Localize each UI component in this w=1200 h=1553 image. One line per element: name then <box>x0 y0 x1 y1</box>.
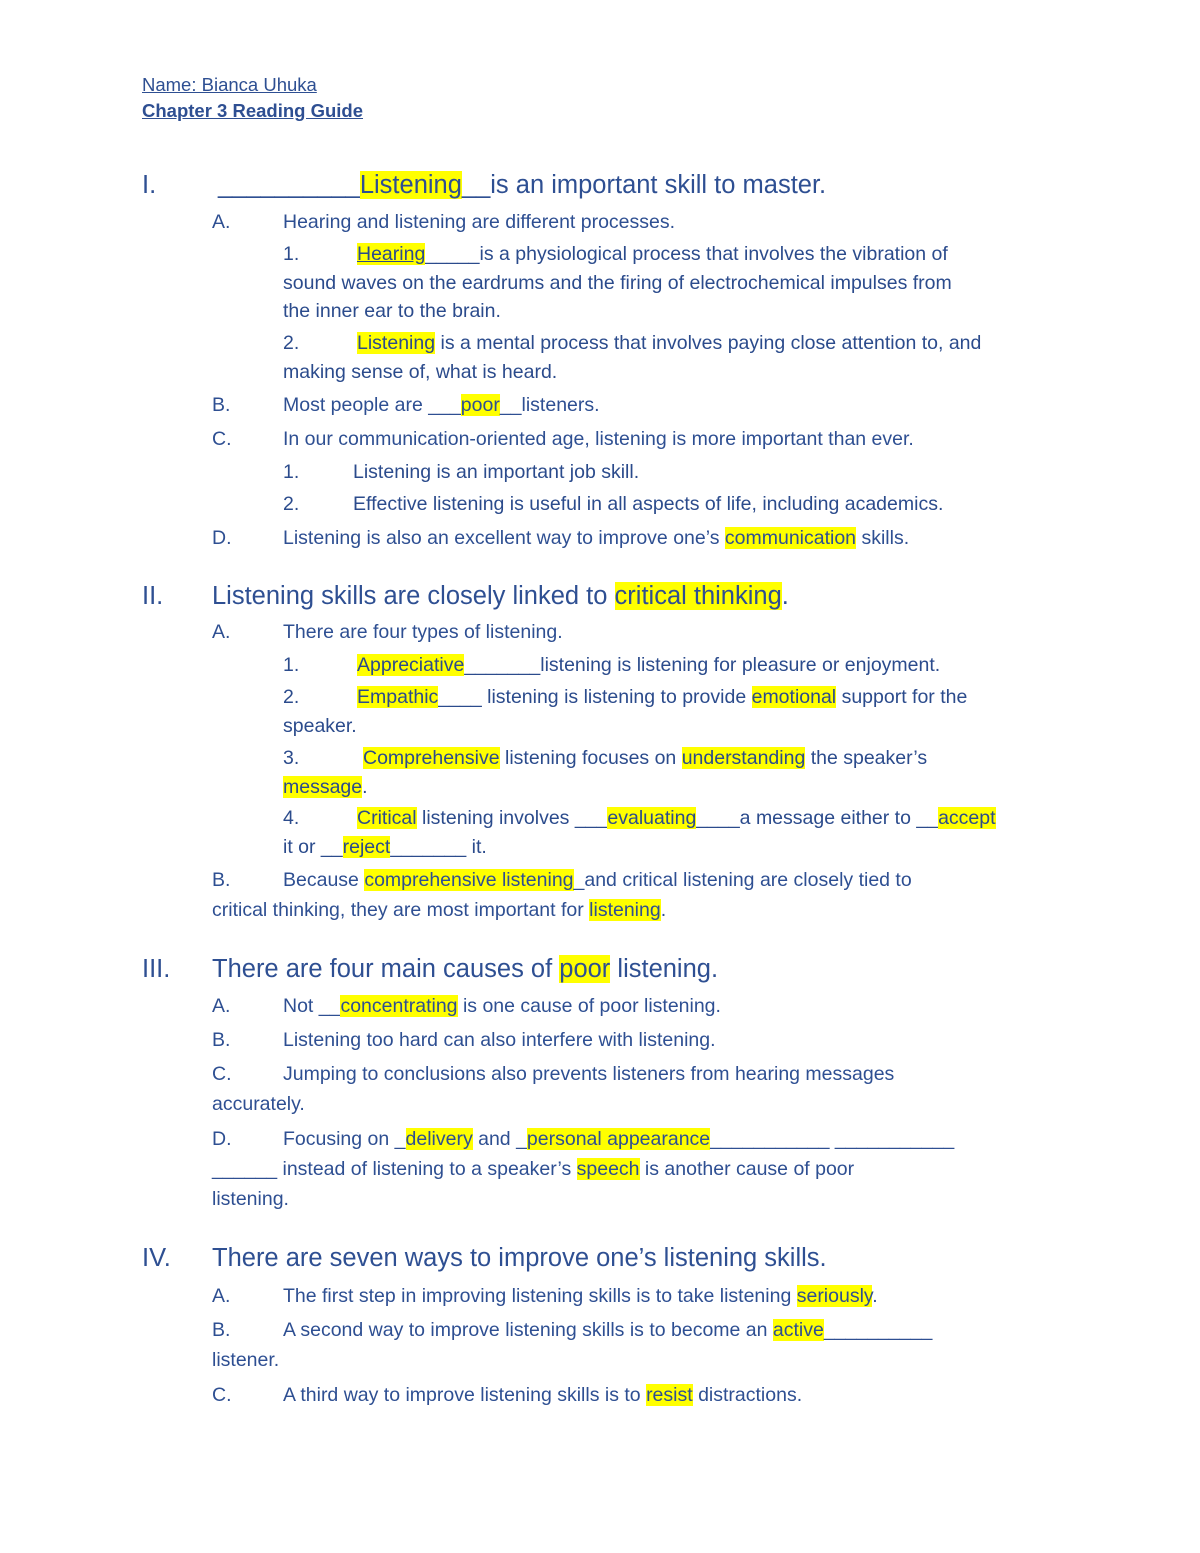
item-label: B. <box>212 394 231 416</box>
answer-fill: evaluating <box>607 807 697 829</box>
item-number: 1. <box>283 461 300 483</box>
answer-fill: seriously <box>796 1285 873 1307</box>
outline-item: Because comprehensive listening_and critical listening are closely tied to <box>283 869 912 891</box>
answer-fill: understanding <box>681 747 806 769</box>
answer-fill: comprehensive listening <box>364 869 574 891</box>
answer-fill: resist <box>646 1384 693 1406</box>
answer-fill: poor <box>559 955 611 983</box>
item-number: 4. <box>283 807 300 829</box>
item-number: 3. <box>283 747 300 769</box>
outline-item: Listening too hard can also interfere with listening. <box>283 1029 716 1051</box>
outline-subitem: Hearing_____is a physiological process that involves the vibration of <box>357 243 948 265</box>
outline-item: Not __concentrating is one cause of poor listening. <box>283 995 721 1017</box>
answer-fill: Empathic <box>357 686 439 708</box>
outline-item: In our communication-oriented age, listening is more important than ever. <box>283 428 914 450</box>
outline-item: Hearing and listening are different processes. <box>283 211 676 233</box>
outline-item: Jumping to conclusions also prevents listeners from hearing messages <box>283 1063 895 1085</box>
answer-fill: active <box>772 1319 824 1341</box>
answer-fill: Listening <box>357 332 436 354</box>
answer-fill: Listening <box>359 171 462 199</box>
outline-continuation: accurately. <box>212 1093 305 1115</box>
answer-fill: accept <box>938 807 996 829</box>
outline-item: There are four types of listening. <box>283 621 563 643</box>
outline-subitem: Appreciative_______listening is listening for pleasure or enjoyment. <box>357 654 941 676</box>
item-label: B. <box>212 1029 231 1051</box>
student-name: Name: Bianca Uhuka <box>142 74 317 95</box>
outline-continuation: sound waves on the eardrums and the firing of electrochemical impulses from <box>283 272 952 294</box>
outline-subitem: Empathic____ listening is listening to provide emotional support for the <box>357 686 968 708</box>
answer-fill: emotional <box>751 686 837 708</box>
item-label: B. <box>212 1319 231 1341</box>
item-label: D. <box>212 1128 232 1150</box>
outline-subitem: Effective listening is useful in all aspects of life, including academics. <box>353 493 944 515</box>
outline-continuation: message. <box>283 776 368 798</box>
outline-continuation: listener. <box>212 1349 280 1371</box>
document-title: Chapter 3 Reading Guide <box>142 100 364 121</box>
answer-fill: speech <box>576 1158 640 1180</box>
section-1-number: I. <box>142 171 157 199</box>
section-3-heading: There are four main causes of poor listening. <box>212 955 719 983</box>
item-number: 2. <box>283 686 300 708</box>
item-label: C. <box>212 428 232 450</box>
answer-fill: delivery <box>405 1128 473 1150</box>
outline-continuation: speaker. <box>283 715 357 737</box>
outline-subitem: Comprehensive listening focuses on understanding the speaker’s <box>363 747 928 769</box>
answer-fill: communication <box>724 527 857 549</box>
answer-fill: concentrating <box>340 995 458 1017</box>
section-3-number: III. <box>142 955 171 983</box>
item-number: 2. <box>283 332 300 354</box>
item-label: A. <box>212 621 231 643</box>
item-label: A. <box>212 211 231 233</box>
outline-item: The first step in improving listening skills is to take listening seriously. <box>283 1285 878 1307</box>
item-number: 1. <box>283 243 300 265</box>
answer-fill: Appreciative <box>357 654 465 676</box>
outline-item: Most people are ___poor__listeners. <box>283 394 600 416</box>
outline-continuation: listening. <box>212 1188 289 1210</box>
answer-fill: reject <box>342 836 391 858</box>
outline-subitem: Critical listening involves ___evaluating____a message either to __accept <box>357 807 996 829</box>
answer-fill: Comprehensive <box>363 747 500 769</box>
outline-continuation: making sense of, what is heard. <box>283 361 558 383</box>
outline-continuation: critical thinking, they are most important for listening. <box>212 899 667 921</box>
item-label: C. <box>212 1384 232 1406</box>
answer-fill: critical thinking <box>614 582 782 610</box>
section-1-heading: __________Listening__is an important skill to master. <box>218 171 827 199</box>
answer-fill: listening <box>589 899 661 921</box>
section-2-number: II. <box>142 582 164 610</box>
outline-item: Listening is also an excellent way to improve one’s communication skills. <box>283 527 910 549</box>
item-number: 1. <box>283 654 300 676</box>
outline-subitem: Listening is a mental process that involves paying close attention to, and <box>357 332 982 354</box>
outline-subitem: Listening is an important job skill. <box>353 461 640 483</box>
item-number: 2. <box>283 493 300 515</box>
section-2-heading: Listening skills are closely linked to critical thinking. <box>212 582 789 610</box>
outline-item: Focusing on _delivery and _personal appearance___________ ___________ <box>283 1128 955 1150</box>
answer-fill: poor <box>460 394 500 416</box>
outline-item: A third way to improve listening skills is to resist distractions. <box>283 1384 803 1406</box>
answer-fill: personal appearance <box>526 1128 711 1150</box>
item-label: C. <box>212 1063 232 1085</box>
section-4-number: IV. <box>142 1244 171 1272</box>
section-4-heading: There are seven ways to improve one’s listening skills. <box>212 1244 827 1272</box>
outline-item: A second way to improve listening skills is to become an active__________ <box>283 1319 933 1341</box>
outline-continuation: the inner ear to the brain. <box>283 300 501 322</box>
item-label: D. <box>212 527 232 549</box>
outline-continuation: ______ instead of listening to a speaker’s speech is another cause of poor <box>212 1158 855 1180</box>
answer-fill: Critical <box>357 807 417 829</box>
item-label: A. <box>212 1285 231 1307</box>
answer-fill: Hearing <box>357 243 426 265</box>
item-label: A. <box>212 995 231 1017</box>
item-label: B. <box>212 869 231 891</box>
answer-fill: message <box>283 776 363 798</box>
outline-continuation: it or __reject_______ it. <box>283 836 487 858</box>
